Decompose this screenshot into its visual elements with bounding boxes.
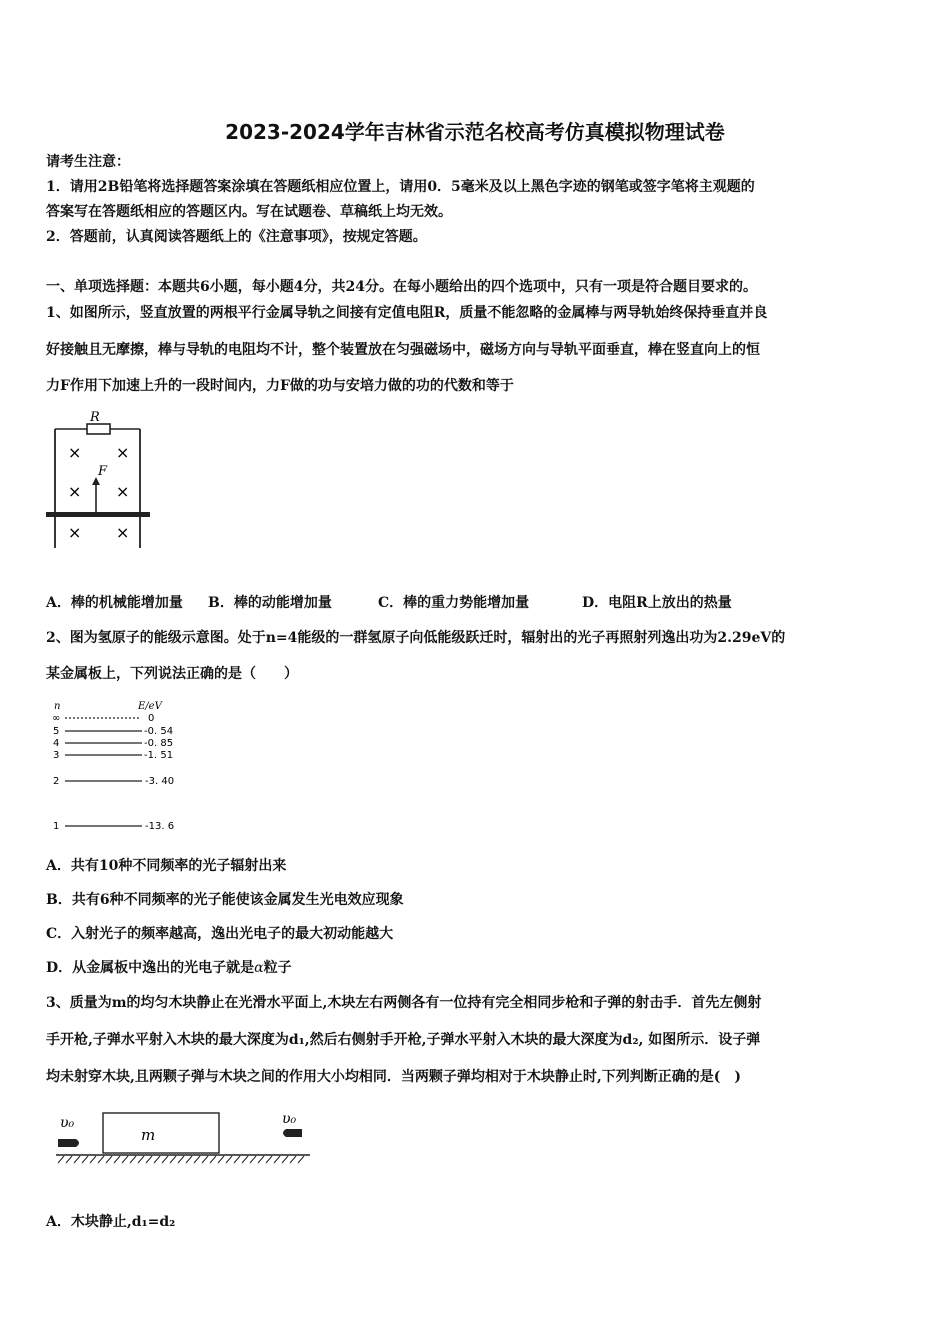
level-e-4: -0. 85	[144, 738, 174, 749]
question-2-line-1: 2、图为氢原子的能级示意图。处于n=4能级的一群氢原子向低能级跃迁时，辐射出的光子再照射列逸出功为2.29eV的	[46, 630, 786, 646]
energy-level-diagram	[48, 698, 198, 838]
force-label: F	[98, 464, 108, 479]
notice-item-1-line-2: 答案写在答题纸相应的答题区内。写在试题卷、草稿纸上均无效。	[46, 204, 452, 220]
question-3-option-a: A．木块静止,d₁=d₂	[46, 1214, 176, 1230]
rail-circuit-figure	[40, 405, 160, 555]
question-1-line-3: 力F作用下加速上升的一段时间内，力F做的功与安培力做的功的代数和等于	[46, 378, 514, 394]
field-cross: ×	[116, 482, 130, 501]
question-2-option-a: A．共有10种不同频率的光子辐射出来	[46, 858, 287, 874]
axis-n-label: n	[54, 701, 61, 712]
metal-rod	[46, 512, 150, 517]
notice-item-1-line-1: 1．请用2B铅笔将选择题答案涂填在答题纸相应位置上，请用0．5毫米及以上黑色字迹的钢笔或签字笔将主观题的	[46, 179, 755, 195]
question-1-option-b: B．棒的动能增加量	[208, 595, 332, 611]
question-3-line-3: 均未射穿木块,且两颗子弹与木块之间的作用大小均相同．当两颗子弹均相对于木块静止时,下列判断正确的是( )	[46, 1069, 741, 1085]
level-n-1: 1	[53, 821, 60, 832]
question-2-line-2: 某金属板上，下列说法正确的是（ ）	[46, 666, 298, 682]
level-n-4: 4	[53, 738, 60, 749]
level-n-3: 3	[53, 750, 60, 761]
level-n-2: 2	[53, 776, 60, 787]
question-1-line-1: 1、如图所示，竖直放置的两根平行金属导轨之间接有定值电阻R，质量不能忽略的金属棒与两导轨始终保持垂直并良	[46, 305, 768, 321]
field-cross: ×	[116, 443, 130, 462]
level-n-5: 5	[53, 726, 60, 737]
level-n-inf: ∞	[52, 713, 61, 724]
right-velocity-label: υ₀	[282, 1111, 297, 1127]
wooden-block	[103, 1113, 219, 1153]
option-d-suffix: 粒子	[263, 960, 292, 976]
resistor	[87, 424, 110, 434]
question-1-option-a: A．棒的机械能增加量	[46, 595, 183, 611]
question-3-line-1: 3、质量为m的均匀木块静止在光滑水平面上,木块左右两侧各有一位持有完全相同步枪和子弹的射击手．首先左侧射	[46, 995, 762, 1011]
question-2-option-b: B．共有6种不同频率的光子能使该金属发生光电效应现象	[46, 892, 404, 908]
axis-energy-label: E/eV	[138, 701, 162, 712]
resistor-label: R	[90, 410, 100, 425]
field-cross: ×	[116, 523, 130, 542]
field-cross: ×	[68, 523, 82, 542]
left-bullet	[58, 1139, 79, 1147]
field-cross: ×	[68, 443, 82, 462]
level-e-inf: 0	[148, 713, 155, 724]
notice-item-2: 2．答题前，认真阅读答题纸上的《注意事项》，按规定答题。	[46, 229, 427, 245]
question-2-option-c: C．入射光子的频率越高，逸出光电子的最大初动能越大	[46, 926, 394, 942]
level-e-1: -13. 6	[145, 821, 175, 832]
question-1-option-c: C．棒的重力势能增加量	[378, 595, 530, 611]
question-1-line-2: 好接触且无摩擦，棒与导轨的电阻均不计，整个装置放在匀强磁场中，磁场方向与导轨平面垂直，棒在竖直向上的恒	[46, 342, 760, 358]
level-e-3: -1. 51	[144, 750, 174, 761]
field-cross: ×	[68, 482, 82, 501]
level-e-5: -0. 54	[144, 726, 174, 737]
page-title: 2023-2024学年吉林省示范名校高考仿真模拟物理试卷	[225, 120, 725, 144]
right-bullet	[283, 1129, 302, 1137]
option-d-prefix: D．从金属板中逸出的光电子就是	[46, 960, 255, 976]
notice-heading: 请考生注意：	[46, 154, 130, 170]
question-2-option-d	[46, 958, 292, 978]
question-3-line-2: 手开枪,子弹水平射入木块的最大深度为d₁,然后右侧射手开枪,子弹水平射入木块的最大深度为d₂, 如图所示．设子弹	[46, 1032, 761, 1048]
question-1-option-d: D．电阻R上放出的热量	[582, 595, 732, 611]
block-mass-label: m	[141, 1126, 156, 1144]
alpha-symbol: α	[254, 960, 264, 976]
level-e-2: -3. 40	[145, 776, 175, 787]
section-1-heading: 一、单项选择题：本题共6小题，每小题4分，共24分。在每小题给出的四个选项中，只有一项是符合题目要求的。	[46, 279, 757, 295]
block-bullets-figure	[52, 1105, 317, 1165]
ground-hatching	[58, 1156, 304, 1163]
left-velocity-label: υ₀	[60, 1115, 75, 1131]
